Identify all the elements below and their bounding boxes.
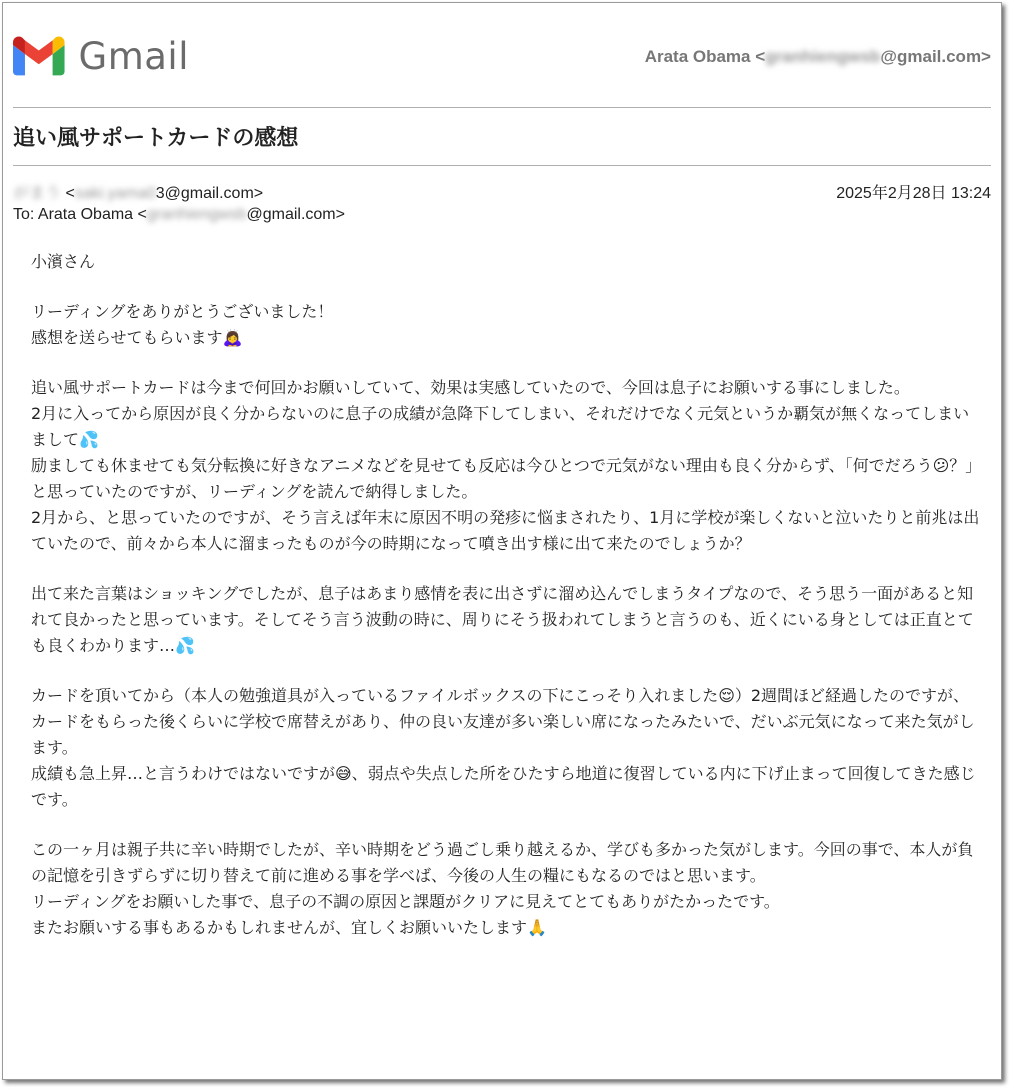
sender-name-redacted: がまう: [13, 185, 62, 202]
body-line: 感想を送らせてもらいます🙇‍♀️: [31, 328, 243, 347]
sender-prefix: <: [61, 185, 75, 202]
recipient-label: To: Arata Obama <: [13, 206, 147, 223]
email-date: 2025年2月28日 13:24: [836, 185, 991, 202]
body-line: リーディングをお願いした事で、息子の不調の原因と課題がクリアに見えてとてもありがたかったです。: [31, 892, 780, 911]
account-email-domain: @gmail.com>: [880, 47, 991, 66]
account-name: Arata Obama <: [644, 47, 766, 66]
body-paragraph: [31, 375, 981, 557]
email-subject: 追い風サポートカードの感想: [13, 126, 299, 151]
gmail-m-icon: [13, 35, 65, 77]
greeting: 小濱さん: [31, 252, 96, 271]
header-divider: [13, 107, 991, 108]
print-header: [3, 3, 1001, 107]
body-line: 2月に入ってから原因が良く分からないのに息子の成績が急降下してしまい、それだけでなく元気というか覇気が無くなってしまいまして💦: [31, 404, 970, 449]
body-line: この一ヶ月は親子共に辛い時期でしたが、辛い時期をどう過ごし乗り越えるか、学びも多かった気がします。今回の事で、本人が負の記憶を引きずらずに切り替えて前に進める事を学べば、今後の人生の糧にもなるのではと思います。: [31, 840, 974, 885]
email-print-view: [2, 2, 1002, 1080]
body-line: カードを頂いてから（本人の勉強道具が入っているファイルボックスの下にこっそり入れました😌）2週間ほど経過したのですが、カードをもらった後くらいに学校で席替えがあり、仲の良い友達が多い楽しい席になったみたいで、だいぶ元気になって来た気がします。: [31, 686, 975, 757]
body-line: 出て来た言葉はショッキングでしたが、息子はあまり感情を表に出さずに溜め込んでしまうタイプなので、そう思う一面があると知れて良かったと思っています。そしてそう言う波動の時に、周りにそう扱われてしまうと言うのも、近くにいる身としては正直とても良くわかります…💦: [31, 584, 974, 655]
body-paragraph: [31, 683, 981, 813]
account-identity: [645, 47, 991, 67]
body-paragraph: [31, 581, 981, 659]
recipient-email-redacted: granhiengwsb: [146, 206, 247, 223]
gmail-wordmark: Gmail: [78, 34, 189, 78]
body-line: リーディングをありがとうございました！: [31, 302, 334, 321]
recipient-line: [13, 206, 345, 224]
body-line: 励ましても休ませても気分転換に好きなアニメなどを見せても反応は今ひとつで元気がない理由も良く分からず、「何でだろう😕？」と思っていたのですが、リーディングを読んで納得しました。: [31, 456, 974, 501]
closing-line: またお願いする事もあるかもしれませんが、宜しくお願いいたします🙏: [31, 918, 547, 937]
sender-email-redacted: saki.yama0: [74, 185, 156, 202]
body-line: 追い風サポートカードは今まで何回かお願いしていて、効果は実感していたので、今回は息子にお願いする事にしました。: [31, 378, 910, 397]
body-paragraph: [31, 299, 981, 351]
sender-line: [13, 180, 263, 203]
account-email-redacted: granhiengwsb: [765, 47, 881, 66]
body-paragraph: [31, 249, 981, 275]
recipient-email-domain: @gmail.com>: [246, 206, 345, 223]
gmail-logo: [13, 33, 189, 79]
sender-email-domain: 3@gmail.com>: [155, 185, 264, 202]
body-line: 成績も急上昇…と言うわけではないですが😅、弱点や失点した所をひたすら地道に復習している内に下げ止まって回復してきた感じです。: [31, 764, 976, 809]
body-paragraph: [31, 837, 981, 941]
subject-divider: [13, 165, 991, 166]
email-body: [31, 249, 981, 965]
body-line: 2月から、と思っていたのですが、そう言えば年末に原因不明の発疹に悩まされたり、1月に学校が楽しくないと泣いたりと前兆は出ていたので、前々から本人に溜まったものが今の時期になって噴き出す様に出て来たのでしょうか？: [31, 508, 980, 553]
